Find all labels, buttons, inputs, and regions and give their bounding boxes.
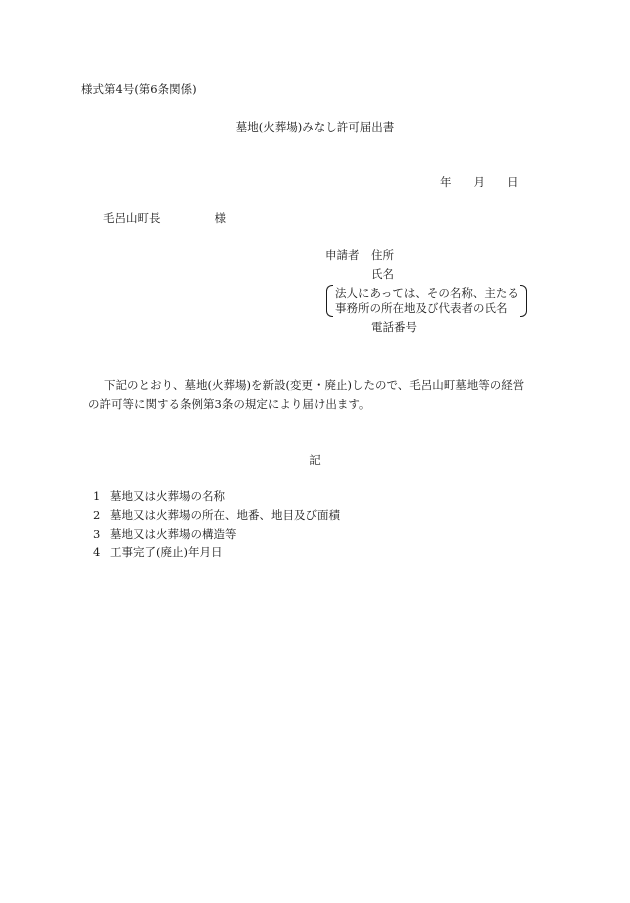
addressee: [103, 213, 226, 225]
list-item-text: 墓地又は火葬場の所在、地番、地目及び面積: [110, 508, 340, 522]
addressee-honorific: 様: [214, 211, 226, 225]
applicant-label: 申請者: [325, 248, 360, 262]
applicant-address-label: 住所: [371, 248, 394, 262]
left-bracket: [326, 285, 333, 317]
date-day-label: 日: [507, 175, 519, 189]
corporation-note-line2: 事務所の所在地及び代表者の氏名: [335, 301, 508, 315]
list-item-number: 2: [93, 508, 101, 522]
date-month-label: 月: [473, 175, 485, 189]
addressee-name: 毛呂山町長: [103, 211, 161, 225]
list-item-number: 4: [93, 545, 101, 559]
list-item: [93, 491, 225, 503]
list-item: [93, 510, 340, 522]
list-item-number: 1: [93, 489, 101, 503]
list-item-number: 3: [93, 527, 101, 541]
ki-heading: 記: [309, 453, 321, 467]
list-item: [93, 529, 237, 541]
list-item: [93, 547, 222, 559]
date-year-label: 年: [440, 175, 452, 189]
list-item-text: 墓地又は火葬場の名称: [110, 489, 225, 503]
applicant-phone-label: 電話番号: [371, 320, 417, 334]
document-title: 墓地(火葬場)みなし許可届出書: [235, 120, 395, 134]
body-text-line2: の許可等に関する条例第3条の規定により届け出ます。: [88, 397, 371, 411]
form-number: 様式第4号(第6条関係): [81, 82, 197, 96]
date-row: [440, 177, 519, 189]
right-bracket: [520, 285, 527, 317]
list-item-text: 工事完了(廃止)年月日: [110, 545, 223, 559]
corporation-note-bracket: [326, 285, 527, 317]
list-item-text: 墓地又は火葬場の構造等: [110, 527, 237, 541]
applicant-name-label: 氏名: [371, 267, 394, 281]
corporation-note-line1: 法人にあっては、その名称、主たる: [335, 286, 519, 300]
body-text-line1: 下記のとおり、墓地(火葬場)を新設(変更・廃止)したので、毛呂山町墓地等の経営: [104, 378, 525, 392]
